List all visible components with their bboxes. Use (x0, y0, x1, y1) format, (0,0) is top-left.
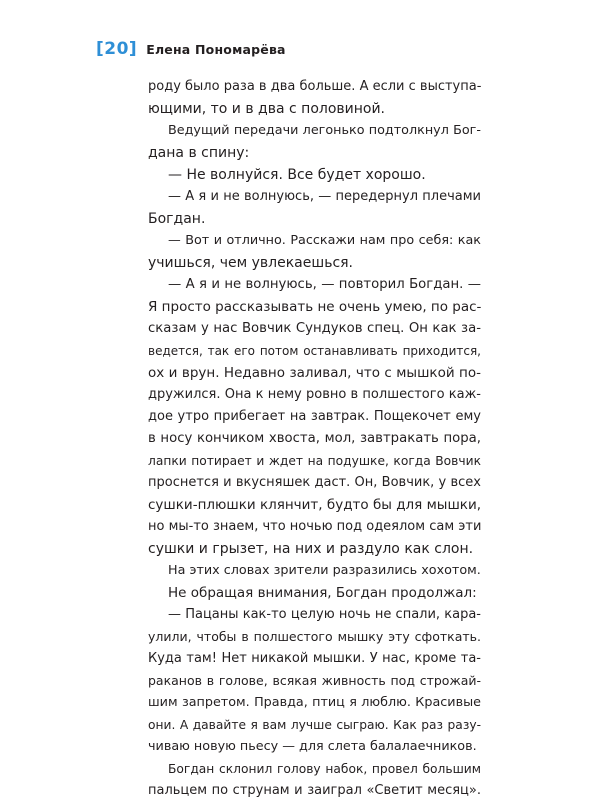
text-line: но мы-то знаем, что ночью под одеялом сам эти (148, 519, 482, 534)
text-line: в носу кончиком хвоста, мол, завтракать пора, (148, 431, 481, 446)
text-line: Ведущий передачи легонько подтолкнул Бог- (168, 123, 481, 138)
text-line: — А я и не волнуюсь, — повторил Богдан. — (168, 277, 481, 292)
text-line: пальцем по струнам и заиграл «Светит месяц». (148, 783, 481, 798)
running-head (96, 37, 286, 61)
text-line: дружился. Она к нему ровно в полшестого каж- (148, 387, 481, 402)
text-line: — Вот и отлично. Расскажи нам про себя: как (168, 233, 481, 248)
text-line: они. А давайте я вам лучше сыграю. Как раз разу- (148, 718, 481, 732)
text-line: улили, чтобы в полшестого мышку эту сфоткать. (148, 629, 481, 644)
text-line: Богдан склонил голову набок, провел большим (168, 762, 481, 776)
text-line: шим запретом. Правда, птиц я люблю. Красивые (148, 695, 481, 710)
text-line: — Не волнуйся. Все будет хорошо. (168, 167, 426, 183)
body-text (148, 76, 481, 802)
text-line: Богдан. (148, 211, 206, 227)
page-number: [20] (96, 39, 138, 59)
text-line: — А я и не волнуюсь, — передернул плечами (168, 189, 481, 204)
text-line: учишься, чем увлекаешься. (148, 255, 354, 271)
text-line: дое утро прибегает на завтрак. Пощекочет ему (148, 409, 481, 424)
text-line: дана в спину: (148, 145, 250, 161)
text-line: лапки потирает и ждет на подушке, когда Вовчик (148, 454, 481, 468)
text-line: На этих словах зрители разразились хохотом. (168, 563, 481, 578)
text-line: чиваю новую пьесу — для слета балалаечников. (148, 739, 477, 754)
text-line: ющими, то и в два с половиной. (148, 101, 386, 117)
text-line: сказам у нас Вовчик Сундуков спец. Он как за- (148, 321, 481, 336)
text-line: Не обращая внимания, Богдан продолжал: (168, 585, 477, 601)
text-line: раканов в голове, всякая живность под строжай- (148, 673, 481, 688)
text-line: — Пацаны как-то целую ночь не спали, кара- (168, 607, 481, 622)
text-line: Куда там! Нет никакой мышки. У нас, кроме та- (148, 651, 481, 666)
text-line: роду было раза в два больше. А если с выступа- (148, 79, 482, 94)
text-line: проснется и вкусняшек даст. Он, Вовчик, у всех (148, 475, 481, 490)
text-line: ведется, так его потом останавливать приходится, (148, 344, 481, 358)
text-line: сушки-плюшки клянчит, будто бы для мышки, (148, 497, 482, 513)
author-name: Елена Пономарёва (146, 41, 286, 57)
text-line: ох и врун. Недавно заливал, что с мышкой по- (148, 365, 481, 381)
text-line: Я просто рассказывать не очень умею, по рас- (148, 299, 482, 315)
text-line: сушки и грызет, на них и раздуло как слон. (148, 541, 474, 557)
